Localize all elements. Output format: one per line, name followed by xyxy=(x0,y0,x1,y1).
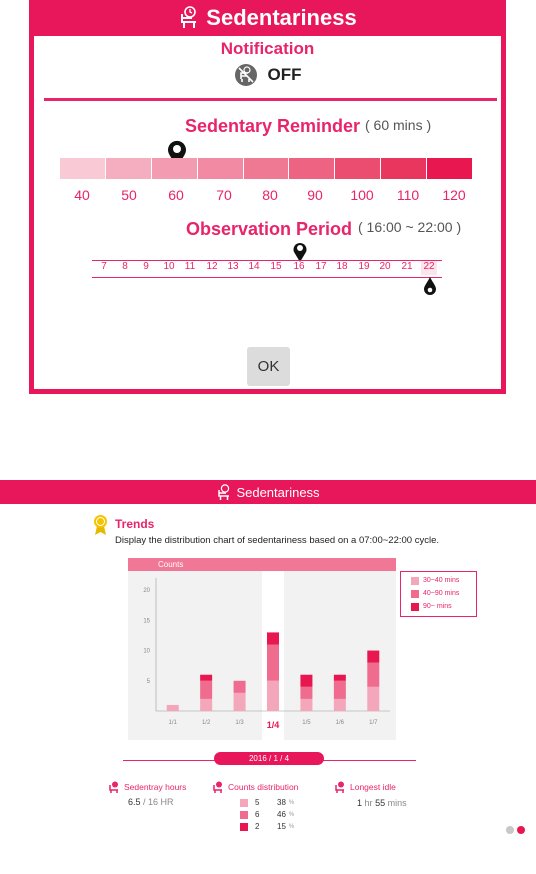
dialog-body xyxy=(34,36,501,389)
distribution-count: 6 xyxy=(255,810,260,819)
bar-segment xyxy=(300,699,312,711)
percent-unit: % xyxy=(288,823,295,830)
bar-segment xyxy=(334,675,346,681)
observation-end-drop-icon[interactable] xyxy=(423,276,437,296)
sedentary-hours-total: / 16 HR xyxy=(143,797,174,807)
x-tick-label: 1/7 xyxy=(369,720,378,726)
dialog-title-bar xyxy=(29,0,506,36)
chair-icon xyxy=(178,6,200,30)
page-indicator-dot[interactable] xyxy=(506,826,514,834)
hour-label[interactable]: 16 xyxy=(293,261,305,272)
bar-segment xyxy=(334,699,346,711)
trends-title: Trends xyxy=(115,517,155,531)
hour-label[interactable]: 7 xyxy=(101,261,107,272)
chair-icon xyxy=(216,484,232,501)
y-tick-label: 10 xyxy=(143,648,150,655)
reminder-value[interactable]: 90 xyxy=(307,187,323,203)
award-ribbon-icon xyxy=(93,514,108,536)
reminder-value[interactable]: 50 xyxy=(121,187,137,203)
distribution-percent: 38 xyxy=(277,798,286,807)
notification-state: OFF xyxy=(267,65,302,84)
reminder-value[interactable]: 70 xyxy=(216,187,232,203)
distribution-percent: 46 xyxy=(277,810,286,819)
x-tick-label: 1/6 xyxy=(335,720,345,726)
longest-idle-hours: 1 xyxy=(357,798,363,808)
sedentary-hours-label: Sedentray hours xyxy=(124,782,187,792)
bar-segment xyxy=(167,705,179,711)
notification-off-icon xyxy=(234,63,258,87)
x-tick-label: 1/1 xyxy=(168,720,177,726)
legend-label: 90~ mins xyxy=(423,603,452,610)
trends-description: Display the distribution chart of sedentariness based on a 07:00~22:00 cycle. xyxy=(115,535,439,546)
distribution-row xyxy=(240,798,294,807)
sedentary-hours-value xyxy=(128,797,174,807)
percent-unit: % xyxy=(288,799,295,806)
legend-label: 30~40 mins xyxy=(423,577,460,584)
hour-label[interactable]: 18 xyxy=(336,261,348,272)
reminder-value[interactable]: 40 xyxy=(74,187,90,203)
bar-segment xyxy=(200,681,212,699)
x-tick-label: 1/2 xyxy=(201,720,211,726)
mins-unit: mins xyxy=(387,798,407,808)
bar-segment xyxy=(367,663,379,687)
page-indicator-dot-active[interactable] xyxy=(517,826,525,834)
bar-segment xyxy=(300,687,312,699)
chair-icon xyxy=(334,781,346,793)
hour-label[interactable]: 17 xyxy=(315,261,327,272)
dialog-title: Sedentariness xyxy=(206,5,357,30)
hr-unit: hr xyxy=(364,798,373,808)
hour-label[interactable]: 20 xyxy=(379,261,391,272)
distribution-row xyxy=(240,822,294,831)
hour-label[interactable]: 22 xyxy=(423,261,435,272)
notification-toggle[interactable] xyxy=(34,63,501,87)
bar-segment xyxy=(367,687,379,711)
y-tick-label: 20 xyxy=(143,588,150,595)
date-selector[interactable]: 2016 / 1 / 4 xyxy=(214,752,324,765)
counts-distribution-title xyxy=(212,781,298,793)
legend-label: 40~90 mins xyxy=(423,590,460,597)
bar-segment xyxy=(200,675,212,681)
longest-idle-title xyxy=(334,781,396,793)
counts-distribution-label: Counts distribution xyxy=(228,782,299,792)
observation-line-bottom xyxy=(92,277,442,278)
x-tick-label: 1/4 xyxy=(266,720,280,730)
sedentary-reminder-slider[interactable] xyxy=(60,158,473,179)
reminder-value[interactable]: 100 xyxy=(350,187,374,203)
legend-item xyxy=(401,602,476,611)
ok-button[interactable]: OK xyxy=(247,347,290,386)
chart-legend xyxy=(400,571,477,617)
hour-label[interactable]: 19 xyxy=(358,261,370,272)
bar-segment xyxy=(334,681,346,699)
observation-period-title: Observation Period xyxy=(186,219,353,239)
distribution-percent: 15 xyxy=(277,822,286,831)
bar-segment xyxy=(200,699,212,711)
bar-segment xyxy=(234,693,246,711)
hour-label[interactable]: 9 xyxy=(143,261,149,272)
reminder-value[interactable]: 110 xyxy=(396,187,420,203)
app-title: Sedentariness xyxy=(236,484,320,500)
longest-idle-value xyxy=(357,798,407,808)
distribution-row xyxy=(240,810,294,819)
observation-hours-scale[interactable] xyxy=(94,261,454,277)
bar-segment xyxy=(367,651,379,663)
distribution-count: 2 xyxy=(255,822,260,831)
legend-item xyxy=(401,576,476,585)
reminder-value[interactable]: 60 xyxy=(168,187,184,203)
counts-chart xyxy=(128,558,396,740)
bar-segment xyxy=(234,681,246,693)
hour-label[interactable]: 14 xyxy=(248,261,260,272)
counts-chart-svg xyxy=(128,558,396,740)
observation-period-note: ( 16:00 ~ 22:00 ) xyxy=(358,219,462,235)
app-header xyxy=(0,480,536,504)
reminder-value[interactable]: 120 xyxy=(442,187,466,203)
hour-label[interactable]: 15 xyxy=(270,261,282,272)
bar-segment xyxy=(267,681,279,711)
hour-label[interactable]: 21 xyxy=(401,261,413,272)
hour-label[interactable]: 13 xyxy=(227,261,239,272)
sedentary-hours-title xyxy=(108,781,186,793)
notification-label: Notification xyxy=(220,39,315,58)
longest-idle-minutes: 55 xyxy=(375,798,386,808)
sedentary-reminder-note: ( 60 mins ) xyxy=(365,117,432,133)
sedentary-hours-number: 6.5 xyxy=(128,797,141,807)
distribution-count: 5 xyxy=(255,798,260,807)
bar-segment xyxy=(267,632,279,644)
longest-idle-label: Longest idle xyxy=(350,782,396,792)
chair-icon xyxy=(108,781,120,793)
reminder-scale xyxy=(60,187,480,205)
hour-label[interactable]: 12 xyxy=(206,261,218,272)
y-tick-label: 15 xyxy=(143,618,150,625)
bar-segment xyxy=(267,645,279,681)
y-tick-label: 5 xyxy=(146,678,150,685)
legend-item xyxy=(401,589,476,598)
reminder-value[interactable]: 80 xyxy=(262,187,278,203)
sedentariness-dialog xyxy=(29,0,506,394)
x-tick-label: 1/3 xyxy=(235,720,244,726)
hour-label[interactable]: 10 xyxy=(163,261,175,272)
chair-icon xyxy=(212,781,224,793)
hour-label[interactable]: 8 xyxy=(122,261,128,272)
bar-segment xyxy=(300,675,312,687)
percent-unit: % xyxy=(288,811,295,818)
chart-header: Counts xyxy=(128,558,396,571)
sedentary-reminder-title: Sedentary Reminder xyxy=(185,116,361,136)
divider xyxy=(44,98,497,101)
hour-label[interactable]: 11 xyxy=(184,261,196,272)
x-tick-label: 1/5 xyxy=(302,720,311,726)
